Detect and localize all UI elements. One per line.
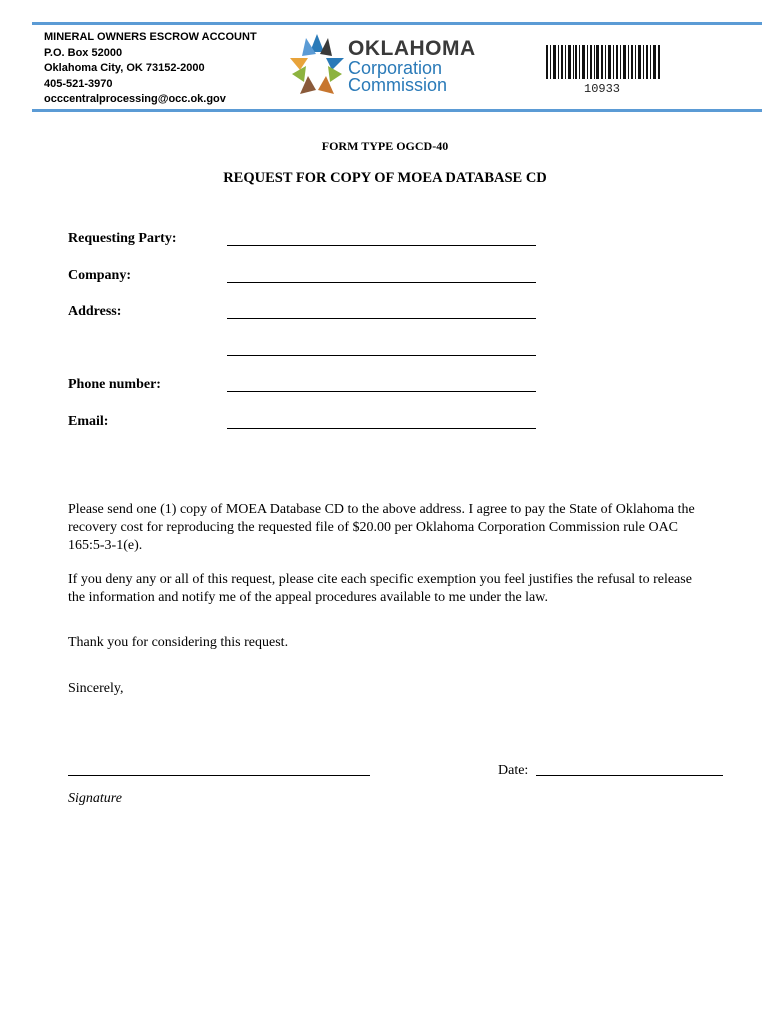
address-field-line2[interactable] bbox=[227, 355, 536, 356]
barcode-icon bbox=[546, 45, 661, 79]
address-field-line1[interactable] bbox=[227, 318, 536, 319]
body-paragraph-request: Please send one (1) copy of MOEA Database CD to the above address. I agree to pay the State of Oklahoma the recovery cost for reproducing the requested file of $20.00 per Oklahoma Corporation Commission rule OAC 165:5-3-1(e). bbox=[68, 502, 695, 553]
closing-text: Sincerely, bbox=[68, 681, 124, 696]
company-label: Company: bbox=[68, 268, 132, 283]
address-label: Address: bbox=[68, 304, 122, 319]
form-title: REQUEST FOR COPY OF MOEA DATABASE CD bbox=[223, 170, 547, 186]
logo-line-corporation: Corporation bbox=[348, 58, 443, 78]
barcode-number: 10933 bbox=[584, 82, 621, 96]
address-email: occcentralprocessing@occ.ok.gov bbox=[44, 93, 226, 106]
form-type-label: FORM TYPE OGCD-40 bbox=[321, 139, 449, 153]
signature-field[interactable] bbox=[68, 775, 370, 776]
email-field[interactable] bbox=[227, 428, 536, 429]
address-line: P.O. Box 52000 bbox=[44, 46, 123, 59]
company-field[interactable] bbox=[227, 282, 536, 283]
logo-wordmark bbox=[348, 38, 476, 94]
phone-number-label: Phone number: bbox=[68, 377, 161, 392]
occ-logo bbox=[286, 32, 486, 102]
date-field[interactable] bbox=[536, 775, 723, 776]
body-paragraph-denial: If you deny any or all of this request, please cite each specific exemption you feel justifies the refusal to release the information and notify me of the appeal procedures available to me under the law. bbox=[68, 572, 692, 605]
signature-label: Signature bbox=[68, 791, 122, 806]
address-line: Oklahoma City, OK 73152-2000 bbox=[44, 62, 205, 75]
body-paragraph-thanks: Thank you for considering this request. bbox=[68, 635, 289, 650]
logo-line-commission: Commission bbox=[348, 75, 448, 95]
header-bottom-rule bbox=[32, 109, 762, 112]
header-top-rule bbox=[32, 22, 762, 25]
email-label: Email: bbox=[68, 414, 109, 429]
logo-line-oklahoma: OKLAHOMA bbox=[348, 37, 476, 60]
requesting-party-label: Requesting Party: bbox=[68, 231, 177, 246]
mailing-address bbox=[44, 30, 257, 108]
requesting-party-field[interactable] bbox=[227, 245, 536, 246]
phone-number-field[interactable] bbox=[227, 391, 536, 392]
address-line: MINERAL OWNERS ESCROW ACCOUNT bbox=[44, 31, 257, 43]
date-label: Date: bbox=[498, 763, 529, 778]
address-line: 405-521-3970 bbox=[44, 77, 113, 90]
occ-star-logo-icon bbox=[286, 32, 348, 100]
